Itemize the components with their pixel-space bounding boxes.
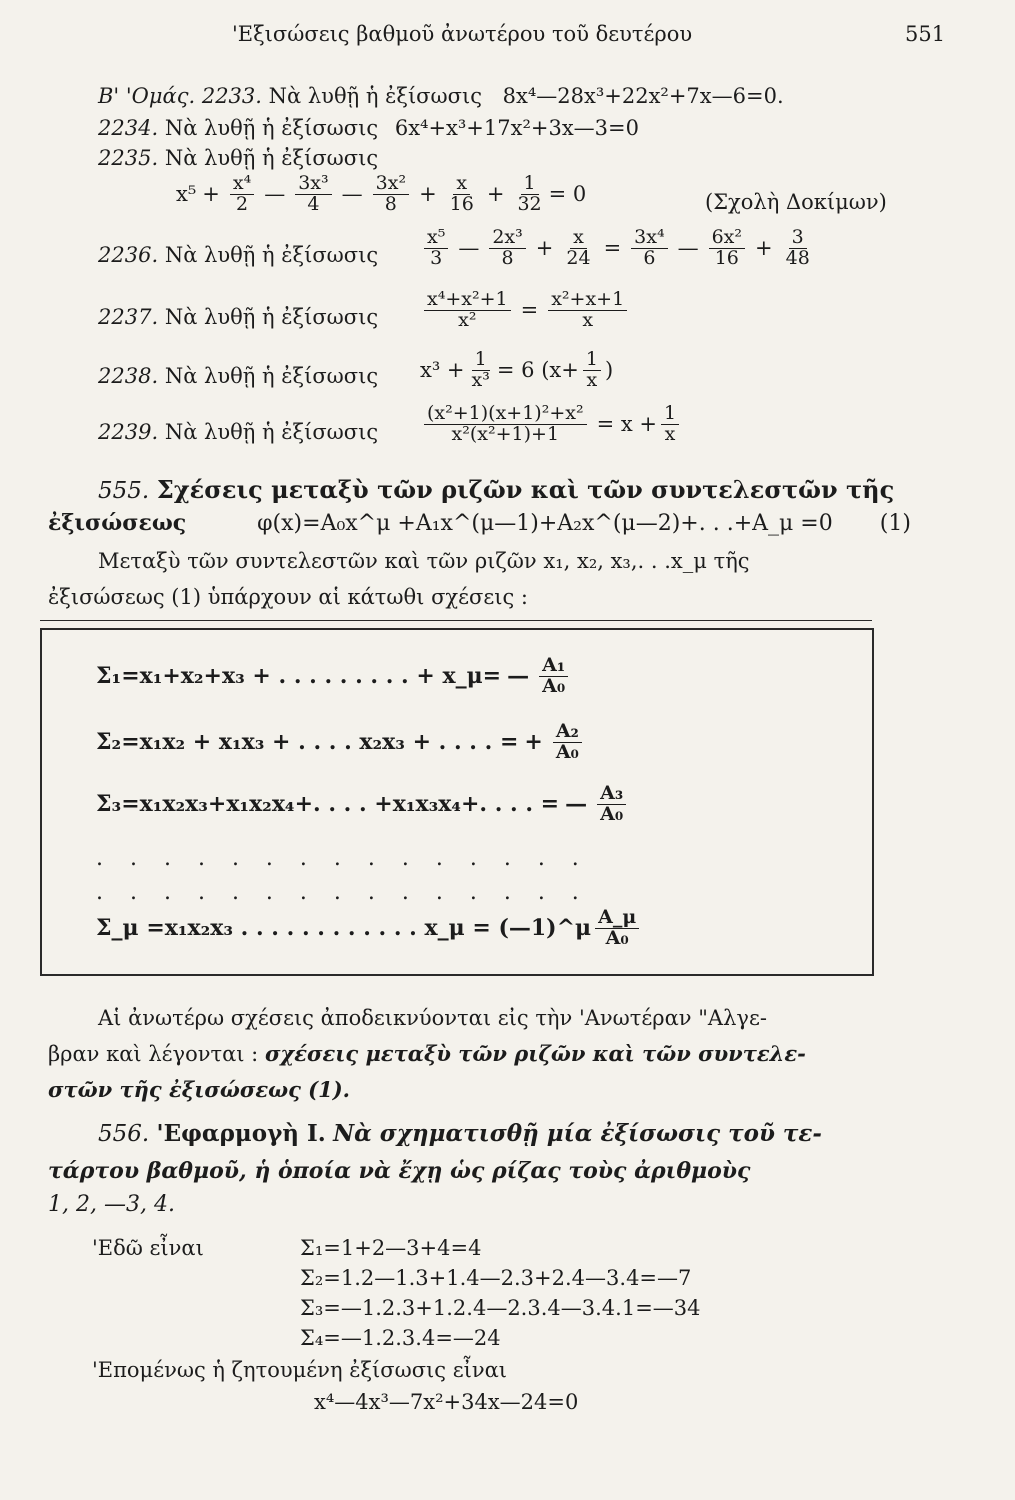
box-top-rule [40, 620, 872, 621]
running-header: 'Εξισώσεις βαθμοῦ ἀνωτέρου τοῦ δευτέρου [232, 22, 693, 46]
sign: + [524, 729, 543, 756]
fraction: $\frac{\text{3x⁴}}{6}$ [631, 228, 667, 269]
term: = x + [596, 412, 657, 437]
equation-2236: $\frac{\text{x⁵}}{3}$ — $\frac{\text{2x³}}{8}$ + $\frac{x}{24}$ = $\frac{\text{3x⁴}}{6}$ — $\frac{\text{6x²}}{16}$ + $\frac{3}{48}$ [420, 228, 817, 269]
problem-equation: 8x⁴—28x³+22x²+7x—6=0. [502, 84, 784, 108]
problem-2236 [98, 243, 378, 267]
sigma-4-value: Σ₄=—1.2.3.4=—24 [300, 1326, 501, 1350]
problem-equation: 6x⁴+x³+17x²+3x—3=0 [394, 116, 640, 140]
fraction: $\frac{\text{x⁵}}{3}$ [424, 228, 448, 269]
equation-2238 [420, 350, 613, 391]
problem-text: Νὰ λυθῇ ἡ ἐξίσωσις [164, 305, 379, 329]
relation-sigma-3 [96, 784, 630, 825]
paragraph-line: Μεταξὺ τῶν συντελεστῶν καὶ τῶν ριζῶν x₁, x₂, x₃,. . .x_μ τῆς [98, 549, 750, 573]
relation-lhs: Σ₂=x₁x₂ + x₁x₃ + . . . . x₂x₃ + . . . . = [96, 729, 519, 756]
relation-lhs: Σ_μ =x₁x₂x₃ . . . . . . . . . . . . x_μ = (—1)^μ [96, 915, 592, 942]
fraction: $\frac{\text{6x²}}{16}$ [709, 228, 745, 269]
problem-number: 2234. [98, 116, 159, 140]
problem-2237 [98, 305, 378, 329]
relation-sigma-2 [96, 722, 586, 763]
problem-text: Νὰ λυθῇ ἡ ἐξίσωσις [268, 84, 482, 108]
relation-sigma-1 [96, 656, 572, 697]
problem-number: 2236. [98, 243, 159, 267]
equation-2237: $\frac{\text{x⁴+x²+1}}{\text{x²}}$ = $\frac{\text{x²+x+1}}{x}$ [420, 290, 631, 331]
polynomial: φ(x)=A₀x^μ +A₁x^(μ—1)+A₂x^(μ—2)+. . .+A_μ =0 [257, 511, 833, 536]
sigma-2-value: Σ₂=1.2—1.3+1.4—2.3+2.4—3.4=—7 [300, 1266, 692, 1290]
ellipsis-row: . . . . . . . . . . . . . . . [96, 846, 589, 871]
application-text: Νὰ σχηματισθῇ μία ἐξίσωσις τοῦ τε- [333, 1120, 822, 1147]
fraction: $\frac{\text{2x³}}{8}$ [489, 228, 525, 269]
fraction: $\frac{1}{\text{x³}}$ [471, 348, 490, 391]
application-text: τάρτου βαθμοῦ, ἡ ὁποία νὰ ἔχῃ ὡς ρίζας τοὺς ἀριθμοὺς [48, 1158, 751, 1184]
sign: — [507, 663, 530, 690]
section-number: 555. [98, 478, 150, 504]
problem-2238 [98, 364, 378, 388]
problem-number: 2235. [98, 146, 159, 170]
fraction: $\frac{\text{x²+x+1}}{x}$ [548, 290, 627, 331]
problem-2234 [98, 116, 639, 140]
section-title: Σχέσεις μεταξὺ τῶν ριζῶν καὶ τῶν συντελεστῶν τῆς [156, 475, 895, 504]
sigma-3-value: Σ₃=—1.2.3+1.2.4—2.3.4—3.4.1=—34 [300, 1296, 701, 1320]
equals-zero: = 0 [548, 182, 587, 207]
fraction: $\frac{x}{16}$ [449, 172, 474, 215]
fraction: $\frac{1}{x}$ [583, 350, 601, 391]
term: x⁵ [176, 182, 197, 207]
problem-number: 2233. [201, 84, 262, 108]
problem-number: 2239. [98, 420, 159, 444]
sign: — [565, 791, 588, 818]
section-556-heading [98, 1120, 822, 1147]
problem-text: Νὰ λυθῇ ἡ ἐξίσωσις [164, 116, 379, 140]
text: βραν καὶ λέγονται : [48, 1042, 259, 1066]
paren: ) [604, 358, 614, 383]
relation-sigma-mu [96, 908, 643, 949]
fraction: $\frac{x}{24}$ [566, 226, 591, 269]
fraction: $\frac{\text{x⁴+x²+1}}{\text{x²}}$ [424, 290, 511, 331]
section-title-cont: ἐξισώσεως [48, 510, 187, 536]
paragraph-line [48, 1037, 806, 1071]
fraction: $\frac{\text{A₁}}{\text{A₀}}$ [539, 656, 568, 697]
page-number: 551 [905, 22, 946, 46]
problem-text: Νὰ λυθῇ ἡ ἐξίσωσις [164, 420, 379, 444]
fraction: $\frac{\text{A₂}}{\text{A₀}}$ [553, 722, 582, 763]
ellipsis-row: . . . . . . . . . . . . . . . [96, 880, 589, 905]
group-label: Β' 'Ομάς. [98, 84, 196, 108]
problem-text: Νὰ λυθῇ ἡ ἐξίσωσις [164, 146, 379, 170]
therefore-text: 'Επομένως ἡ ζητουμένη ἐξίσωσις εἶναι [92, 1358, 508, 1382]
problem-2239 [98, 420, 378, 444]
relation-lhs: Σ₃=x₁x₂x₃+x₁x₂x₄+. . . . +x₁x₃x₄+. . . . = [96, 791, 560, 818]
result-equation: x⁴—4x³—7x²+34x—24=0 [314, 1390, 579, 1414]
relation-lhs: Σ₁=x₁+x₂+x₃ + . . . . . . . . . + x_μ= [96, 663, 502, 690]
problem-text: Νὰ λυθῇ ἡ ἐξίσωσις [164, 364, 379, 388]
problem-text: Νὰ λυθῇ ἡ ἐξίσωσις [164, 243, 379, 267]
problem-2233 [98, 84, 784, 108]
paragraph-line: ἐξισώσεως (1) ὑπάρχουν αἱ κάτωθι σχέσεις : [48, 585, 528, 609]
fraction: $\frac{\text{3x²}}{8}$ [373, 174, 409, 215]
application-label: 'Εφαρμογὴ I. [156, 1120, 326, 1147]
fraction: $\frac{\text{A₃}}{\text{A₀}}$ [597, 784, 626, 825]
fraction: $\frac{\text{3x³}}{4}$ [295, 174, 331, 215]
fraction: $\frac{\text{(x²+1)(x+1)²+x²}}{\text{x²(x²+1)+1}}$ [424, 404, 587, 445]
roots-list: 1, 2, —3, 4. [48, 1192, 175, 1217]
fraction: $\frac{A\_\mu}{\text{A₀}}$ [595, 908, 639, 949]
fraction: $\frac{1}{x}$ [661, 404, 679, 445]
sigma-1-value: Σ₁=1+2—3+4=4 [300, 1236, 482, 1260]
equation-2235: x⁵ + $\frac{\text{x⁴}}{2}$ — $\frac{\text{3x³}}{4}$ — $\frac{\text{3x²}}{8}$ + $\frac{x}{16}$ + $\frac{1}{32}$ = 0 [176, 172, 587, 215]
term: = 6 (x+ [496, 358, 579, 383]
section-555-equation-line [48, 510, 911, 536]
fraction: $\frac{3}{48}$ [785, 226, 810, 269]
problem-number: 2238. [98, 364, 159, 388]
here-label: 'Εδῶ εἶναι [92, 1236, 204, 1260]
section-number: 556. [98, 1121, 150, 1147]
problem-2235 [98, 146, 378, 170]
term: x³ + [420, 358, 465, 383]
equation-2239 [420, 404, 683, 445]
problem-number: 2237. [98, 305, 159, 329]
paragraph-line: Αἱ ἀνωτέρω σχέσεις ἀποδεικνύονται εἰς τὴν 'Ανωτέραν "Αλγε- [98, 1006, 767, 1030]
paragraph-line: στῶν τῆς ἐξισώσεως (1). [48, 1077, 350, 1102]
problem-source: (Σχολὴ Δοκίμων) [705, 190, 887, 214]
fraction: $\frac{1}{32}$ [517, 172, 542, 215]
equation-label: (1) [879, 511, 911, 536]
emphasis-text: σχέσεις μεταξὺ τῶν ριζῶν καὶ τῶν συντελε- [264, 1041, 806, 1066]
fraction: $\frac{\text{x⁴}}{2}$ [230, 174, 254, 215]
section-555-heading [98, 475, 894, 504]
